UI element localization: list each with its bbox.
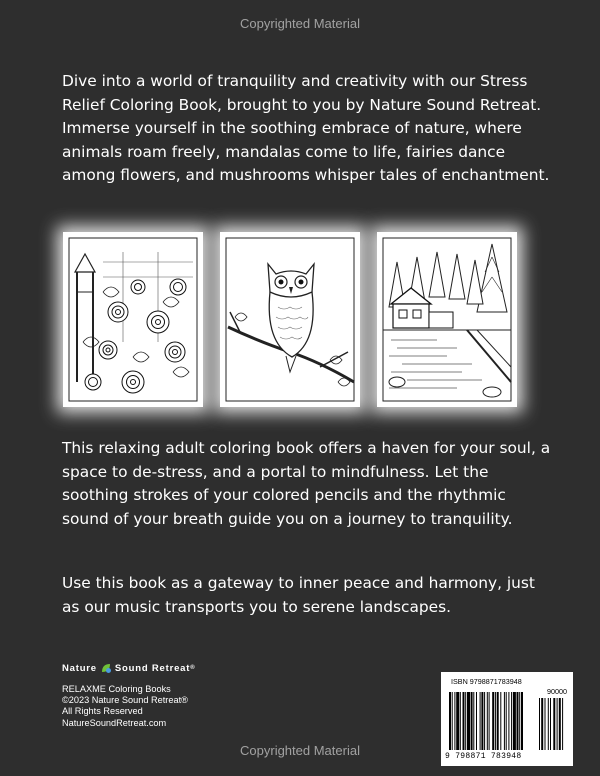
- barcode-bar: [471, 692, 473, 750]
- barcode-bar: [449, 692, 451, 750]
- credit-line: NatureSoundRetreat.com: [62, 717, 167, 728]
- copyright-watermark-bottom: Copyrighted Material: [240, 743, 360, 758]
- barcode-bar: [487, 692, 488, 750]
- body-paragraph: This relaxing adult coloring book offers a haven for your soul, a space to de-stress, and a portal to mindfulness. Let the soothing strokes of your colored pencils and the rhythmic sound of your breath guide you on a journey to tranquility.: [62, 439, 551, 528]
- barcode-bar: [495, 692, 496, 750]
- barcode-bar: [497, 692, 499, 750]
- publisher-credits: [62, 684, 188, 729]
- barcode-bar: [480, 692, 481, 750]
- barcode-bar: [456, 692, 459, 750]
- owl-illustration: [220, 232, 360, 407]
- rose-garden-drawing: [63, 232, 203, 407]
- barcode-bar: [481, 692, 483, 750]
- intro-paragraph: Dive into a world of tranquility and creativity with our Stress Relief Coloring Book, brought to you by Nature Sound Retreat. Immerse yourself in the soothing embrace of nature, where animals roam freely, mandalas come to life, fairies dance among flowers, and mushrooms whisper tales of enchantment.: [62, 72, 550, 185]
- barcode-bar: [460, 692, 461, 750]
- barcode-bar: [521, 692, 523, 750]
- barcode-bar: [465, 692, 466, 750]
- copyright-watermark-top: Copyrighted Material: [240, 16, 360, 31]
- barcode-bar: [511, 692, 512, 750]
- logo-registered-mark: ®: [190, 665, 196, 671]
- isbn-label: ISBN 9798871783948: [451, 677, 522, 686]
- barcode-bar: [519, 692, 520, 750]
- cabin-lake-drawing: [377, 232, 517, 407]
- barcode-bar: [492, 692, 494, 750]
- logo-word-sound-retreat: Sound Retreat: [114, 662, 191, 674]
- credit-line: All Rights Reserved: [62, 706, 143, 717]
- barcode-bar: [484, 692, 485, 750]
- barcode-bar: [517, 692, 519, 750]
- barcode-bar: [506, 692, 507, 750]
- barcode-digits: 9 798871 783948: [445, 752, 522, 761]
- rose-garden-illustration: [63, 232, 203, 407]
- owl-drawing: [220, 232, 360, 407]
- barcode-bar: [463, 692, 465, 750]
- closing-paragraph: Use this book as a gateway to inner peace and harmony, just as our music transports you to serene landscapes.: [62, 574, 535, 616]
- cabin-lake-illustration: [377, 232, 517, 407]
- credit-line: ©2023 Nature Sound Retreat®: [62, 695, 188, 706]
- leaf-icon: [100, 662, 112, 674]
- logo-word-nature: Nature: [62, 662, 97, 674]
- publisher-logo: [62, 662, 195, 674]
- price-code: 90000: [547, 687, 567, 696]
- barcode-bar: [473, 692, 474, 750]
- barcode-bar: [489, 692, 490, 750]
- credit-line: RELAXME Coloring Books: [62, 684, 171, 694]
- barcode-bar: [513, 692, 516, 750]
- barcode-bar: [452, 692, 453, 750]
- barcode-bar: [454, 692, 455, 750]
- barcode-bar: [504, 692, 505, 750]
- barcode-bar: [500, 692, 501, 750]
- barcode-bar: [508, 692, 509, 750]
- barcode-bar: [476, 692, 477, 750]
- barcode-bar: [467, 692, 470, 750]
